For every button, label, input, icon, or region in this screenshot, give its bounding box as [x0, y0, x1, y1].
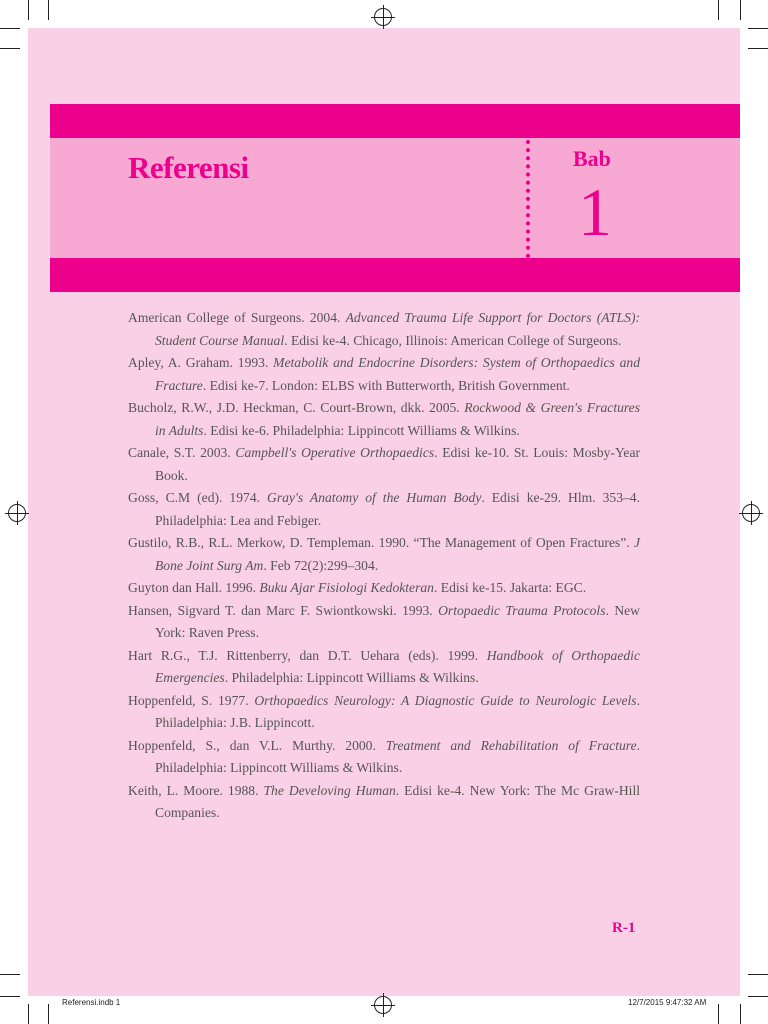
reference-authors: American College of Surgeons. 2004. — [128, 310, 346, 325]
crop-mark — [748, 974, 768, 975]
reference-authors: Gustilo, R.B., R.L. Merkow, D. Templeman. 1990. “The Management of Open Fractures”. — [128, 535, 634, 550]
reference-work-title: Handbook of Orthopaedic Emergencies — [155, 647, 640, 685]
registration-mark-icon — [374, 8, 392, 26]
reference-entry — [128, 577, 640, 600]
crop-mark — [48, 1004, 49, 1024]
reference-work-title: Gray's Anatomy of the Human Body — [267, 490, 482, 505]
reference-work-title: Rockwood & Green's Fractures in Adults — [155, 400, 640, 438]
reference-publication: . New York: Raven Press. — [155, 602, 640, 640]
crop-mark — [0, 996, 20, 997]
reference-work-title: Buku Ajar Fisiologi Kedokteran — [259, 580, 434, 595]
slug-timestamp: 12/7/2015 9:47:32 AM — [628, 998, 707, 1007]
crop-mark — [740, 1004, 741, 1024]
reference-authors: Bucholz, R.W., J.D. Heckman, C. Court-Brown, dkk. 2005. — [128, 400, 465, 415]
reference-entry — [128, 645, 640, 690]
reference-authors: Hart R.G., T.J. Rittenberry, dan D.T. Uehara (eds). 1999. — [128, 647, 487, 663]
crop-mark — [748, 28, 768, 29]
registration-mark-icon — [8, 504, 26, 522]
reference-entry — [128, 352, 640, 397]
reference-authors: Goss, C.M (ed). 1974. — [128, 490, 268, 505]
reference-publication: . Edisi ke-4. New York: The Mc Graw-Hill Companies. — [155, 782, 641, 820]
reference-entry — [128, 307, 640, 352]
crop-mark — [740, 0, 741, 20]
reference-entry — [128, 487, 640, 532]
reference-publication: . Philadelphia: Lippincott Williams & Wilkins. — [224, 670, 479, 685]
reference-work-title: Treatment and Rehabilitation of Fracture — [385, 737, 637, 753]
reference-authors: Hoppenfeld, S. 1977. — [128, 692, 255, 708]
reference-publication: . Edisi ke-29. Hlm. 353–4. Philadelphia: Lea and Febiger. — [155, 490, 640, 528]
reference-entry — [128, 735, 640, 780]
crop-mark — [748, 996, 768, 997]
crop-mark — [718, 0, 719, 20]
header-band-bottom — [50, 258, 740, 292]
registration-mark-icon — [742, 504, 760, 522]
reference-publication: . Edisi ke-15. Jakarta: EGC. — [433, 580, 587, 595]
reference-entry — [128, 600, 640, 645]
crop-mark — [718, 1004, 719, 1024]
reference-entry — [128, 397, 640, 442]
reference-work-title: Advanced Trauma Life Support for Doctors (ATLS): Student Course Manual — [155, 310, 640, 348]
reference-authors: Hoppenfeld, S., dan V.L. Murthy. 2000. — [128, 737, 386, 753]
crop-mark — [748, 48, 768, 49]
reference-entry — [128, 442, 640, 487]
reference-work-title: Metabolik and Endocrine Disorders: System of Orthopaedics and Fracture — [155, 355, 641, 393]
reference-work-title: Orthopaedics Neurology: A Diagnostic Guide to Neurologic Levels — [254, 692, 637, 708]
crop-mark — [0, 974, 20, 975]
reference-publication: . Philadelphia: Lippincott Williams & Wilkins. — [155, 737, 641, 775]
reference-publication: . Edisi ke-7. London: ELBS with Butterworth, British Government. — [202, 377, 570, 393]
crop-mark — [28, 0, 29, 20]
reference-work-title: Ortopaedic Trauma Protocols — [438, 602, 606, 618]
crop-mark — [28, 1004, 29, 1024]
registration-mark-icon — [374, 996, 392, 1014]
reference-entry — [128, 532, 640, 577]
chapter-number: 1 — [578, 174, 612, 250]
page-title: Referensi — [128, 150, 249, 185]
reference-authors: Guyton dan Hall. 1996. — [128, 580, 260, 595]
crop-mark — [0, 48, 20, 49]
page-number: R-1 — [612, 920, 636, 936]
reference-authors: Keith, L. Moore. 1988. — [128, 782, 264, 798]
crop-mark — [48, 0, 49, 20]
reference-publication: . Edisi ke-10. St. Louis: Mosby-Year Book. — [155, 445, 641, 483]
chapter-label: Bab — [573, 146, 611, 171]
reference-publication: . Edisi ke-6. Philadelphia: Lippincott Williams & Wilkins. — [203, 422, 520, 438]
reference-publication: . Feb 72(2):299–304. — [263, 557, 379, 573]
slug-filename: Referensi.indb 1 — [62, 998, 121, 1007]
reference-publication: . Philadelphia: J.B. Lippincott. — [155, 692, 641, 730]
reference-work-title: Campbell's Operative Orthopaedics — [235, 445, 435, 460]
reference-authors: Hansen, Sigvard T. dan Marc F. Swiontkowski. 1993. — [128, 602, 439, 618]
reference-list — [128, 307, 640, 825]
reference-authors: Apley, A. Graham. 1993. — [128, 355, 274, 370]
reference-entry — [128, 690, 640, 735]
reference-work-title: J Bone Joint Surg Am — [155, 535, 640, 573]
dotted-divider — [526, 140, 530, 258]
header-band-top — [50, 104, 740, 138]
reference-authors: Canale, S.T. 2003. — [128, 445, 236, 460]
reference-entry — [128, 780, 640, 825]
reference-work-title: The Develoving Human — [263, 782, 396, 798]
reference-publication: . Edisi ke-4. Chicago, Illinois: American College of Surgeons. — [284, 332, 622, 348]
crop-mark — [0, 28, 20, 29]
